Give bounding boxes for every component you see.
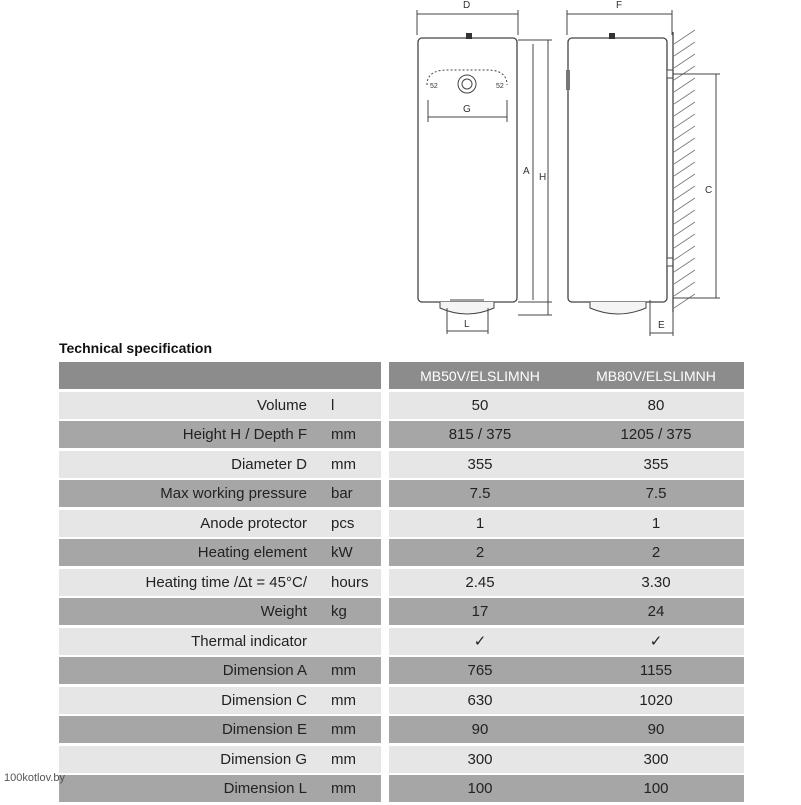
model-2-value: 100 — [568, 775, 744, 802]
unit-cell: mm — [331, 721, 356, 738]
table-row — [59, 687, 744, 714]
table-row — [59, 628, 744, 655]
unit-cell: kW — [331, 544, 353, 561]
table-row — [59, 392, 744, 419]
model-1-value: ✓ — [389, 628, 571, 655]
model-2-value: 1 — [568, 510, 744, 537]
side-top-fitting — [609, 33, 615, 39]
model-1-header: MB50V/ELSLIMNH — [389, 362, 571, 389]
unit-cell: mm — [331, 426, 356, 443]
label-a: A — [523, 166, 530, 177]
param-cell: Max working pressure — [59, 480, 381, 507]
table-row — [59, 746, 744, 773]
label-h: H — [539, 172, 547, 183]
unit-cell: mm — [331, 662, 356, 679]
svg-text:52: 52 — [430, 83, 438, 90]
wall-mount-bottom — [667, 258, 673, 266]
table-row — [59, 657, 744, 684]
unit-cell: hours — [331, 573, 369, 591]
param-cell: Height H / Depth F — [59, 421, 381, 448]
unit-cell: mm — [331, 691, 356, 709]
table-row — [59, 451, 744, 478]
model-1-value: 355 — [389, 451, 571, 478]
side-bracket-top — [566, 70, 570, 90]
unit-cell: mm — [331, 455, 356, 473]
model-1-value: 90 — [389, 716, 571, 743]
heater-diagram — [0, 0, 801, 340]
unit-cell: l — [331, 396, 335, 414]
unit-cell: pcs — [331, 514, 355, 532]
front-bottom-cap — [440, 302, 494, 314]
model-2-header: MB80V/ELSLIMNH — [568, 362, 744, 389]
model-2-value: 1205 / 375 — [568, 421, 744, 448]
param-cell: Thermal indicator — [59, 628, 381, 655]
param-cell: Anode protector — [59, 510, 381, 537]
param-cell: Heating time /Δt = 45°C/ — [59, 569, 381, 596]
model-2-value: 3.30 — [568, 569, 744, 596]
label-g: G — [463, 104, 471, 115]
wall-mount-top — [667, 70, 673, 78]
label-d: D — [463, 0, 471, 11]
section-title: Technical specification — [59, 340, 213, 356]
table-row — [59, 775, 744, 802]
model-2-value: 24 — [568, 598, 744, 625]
model-2-value: 7.5 — [568, 480, 744, 507]
param-cell: Dimension A — [59, 657, 381, 684]
param-cell: Dimension E — [59, 716, 381, 743]
unit-cell: bar — [331, 485, 353, 502]
model-2-value: 80 — [568, 392, 744, 419]
param-cell: Volume — [59, 392, 381, 419]
label-f: F — [616, 0, 623, 11]
spec-table — [59, 362, 744, 805]
param-cell: Weight — [59, 598, 381, 625]
model-1-value: 2.45 — [389, 569, 571, 596]
param-cell: Dimension C — [59, 687, 381, 714]
model-1-value: 100 — [389, 775, 571, 802]
model-2-value: ✓ — [568, 628, 744, 655]
label-e: E — [658, 320, 665, 331]
table-row — [59, 539, 744, 566]
label-c: C — [705, 185, 713, 196]
model-2-value: 90 — [568, 716, 744, 743]
model-2-value: 300 — [568, 746, 744, 773]
table-row — [59, 716, 744, 743]
table-row — [59, 598, 744, 625]
model-1-value: 50 — [389, 392, 571, 419]
unit-cell — [321, 628, 381, 655]
model-1-value: 7.5 — [389, 480, 571, 507]
param-cell: Heating element — [59, 539, 381, 566]
unit-cell: mm — [331, 780, 356, 797]
heater-side-body — [568, 38, 667, 302]
model-2-value: 355 — [568, 451, 744, 478]
table-row — [59, 510, 744, 537]
model-1-value: 2 — [389, 539, 571, 566]
unit-cell: kg — [331, 603, 347, 620]
model-1-value: 1 — [389, 510, 571, 537]
model-1-value: 17 — [389, 598, 571, 625]
svg-text:52: 52 — [496, 83, 504, 90]
table-row — [59, 480, 744, 507]
model-2-value: 1155 — [568, 657, 744, 684]
wall-hatching — [674, 30, 695, 308]
thermal-indicator — [458, 75, 476, 93]
model-1-value: 765 — [389, 657, 571, 684]
param-cell: Diameter D — [59, 451, 381, 478]
watermark: 100kotlov.by — [4, 772, 65, 784]
table-header-row — [59, 362, 744, 389]
header-blank — [59, 362, 381, 389]
param-cell: Dimension G — [59, 746, 381, 773]
front-top-fitting — [466, 33, 472, 39]
label-l: L — [464, 319, 470, 330]
side-bottom-cap — [590, 302, 646, 314]
table-row — [59, 421, 744, 448]
model-1-value: 300 — [389, 746, 571, 773]
table-row — [59, 569, 744, 596]
unit-cell: mm — [331, 750, 356, 768]
model-1-value: 630 — [389, 687, 571, 714]
model-2-value: 1020 — [568, 687, 744, 714]
model-1-value: 815 / 375 — [389, 421, 571, 448]
model-2-value: 2 — [568, 539, 744, 566]
param-cell: Dimension L — [59, 775, 381, 802]
